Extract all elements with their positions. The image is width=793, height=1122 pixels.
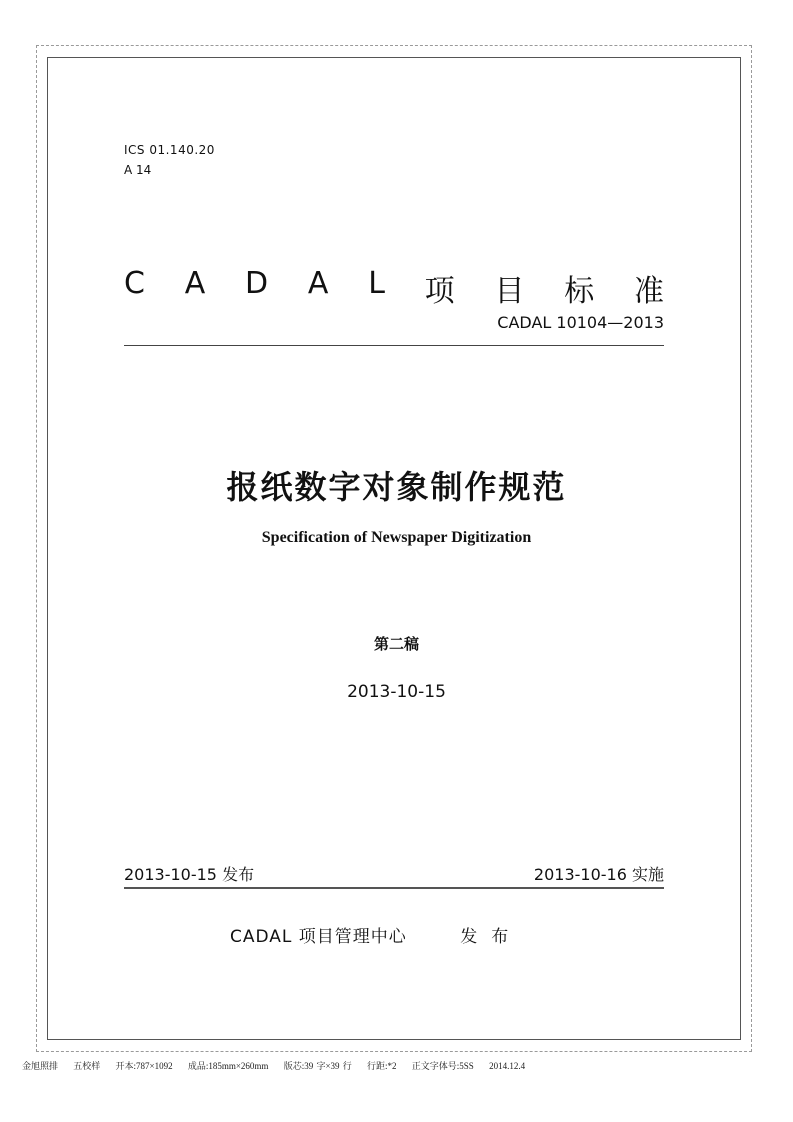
divider — [124, 887, 664, 889]
implementation-date: 2013-10-16 实施 — [533, 865, 664, 884]
standard-title-char: 准 — [633, 274, 664, 309]
standard-title-char: 标 — [564, 274, 595, 309]
footer-item: 行距:*2 — [367, 1061, 397, 1071]
standard-title-char: A — [184, 266, 206, 301]
standard-title-char: D — [245, 266, 269, 301]
standard-title-char: 目 — [494, 274, 525, 309]
footer-item: 五校样 — [73, 1061, 101, 1071]
document-title-en: Specification of Newspaper Digitization — [261, 529, 532, 546]
standard-title-char: A — [307, 266, 329, 301]
publisher-action: 发布 — [460, 927, 523, 947]
ics-code: ICS 01.140.20 — [124, 143, 215, 157]
divider — [124, 345, 664, 346]
standard-code: CADAL 10104—2013 — [497, 313, 664, 332]
footer-item: 正文字体号:5SS — [411, 1061, 474, 1071]
publish-date: 2013-10-15 发布 — [124, 865, 255, 884]
standard-title-char: 项 — [424, 274, 455, 309]
page-border — [47, 57, 741, 1040]
footer-item: 金旭照排 — [22, 1061, 59, 1071]
draft-date: 2013-10-15 — [347, 682, 446, 702]
draft-label: 第二稿 — [373, 635, 419, 653]
footer-item: 2014.12.4 — [489, 1061, 526, 1071]
footer-item: 成品:185mm×260mm — [187, 1061, 269, 1071]
print-info-footer — [22, 1059, 537, 1072]
standard-title-char: C — [124, 266, 145, 301]
footer-item: 开本:787×1092 — [115, 1061, 173, 1071]
publisher-line — [230, 922, 522, 947]
document-title-zh: 报纸数字对象制作规范 — [226, 468, 567, 506]
standard-title — [124, 266, 664, 310]
footer-item: 版芯:39 字×39 行 — [283, 1061, 352, 1071]
publisher-organization: CADAL 项目管理中心 — [230, 927, 407, 947]
classification-code: A 14 — [124, 163, 152, 177]
standard-title-char: L — [368, 266, 385, 301]
